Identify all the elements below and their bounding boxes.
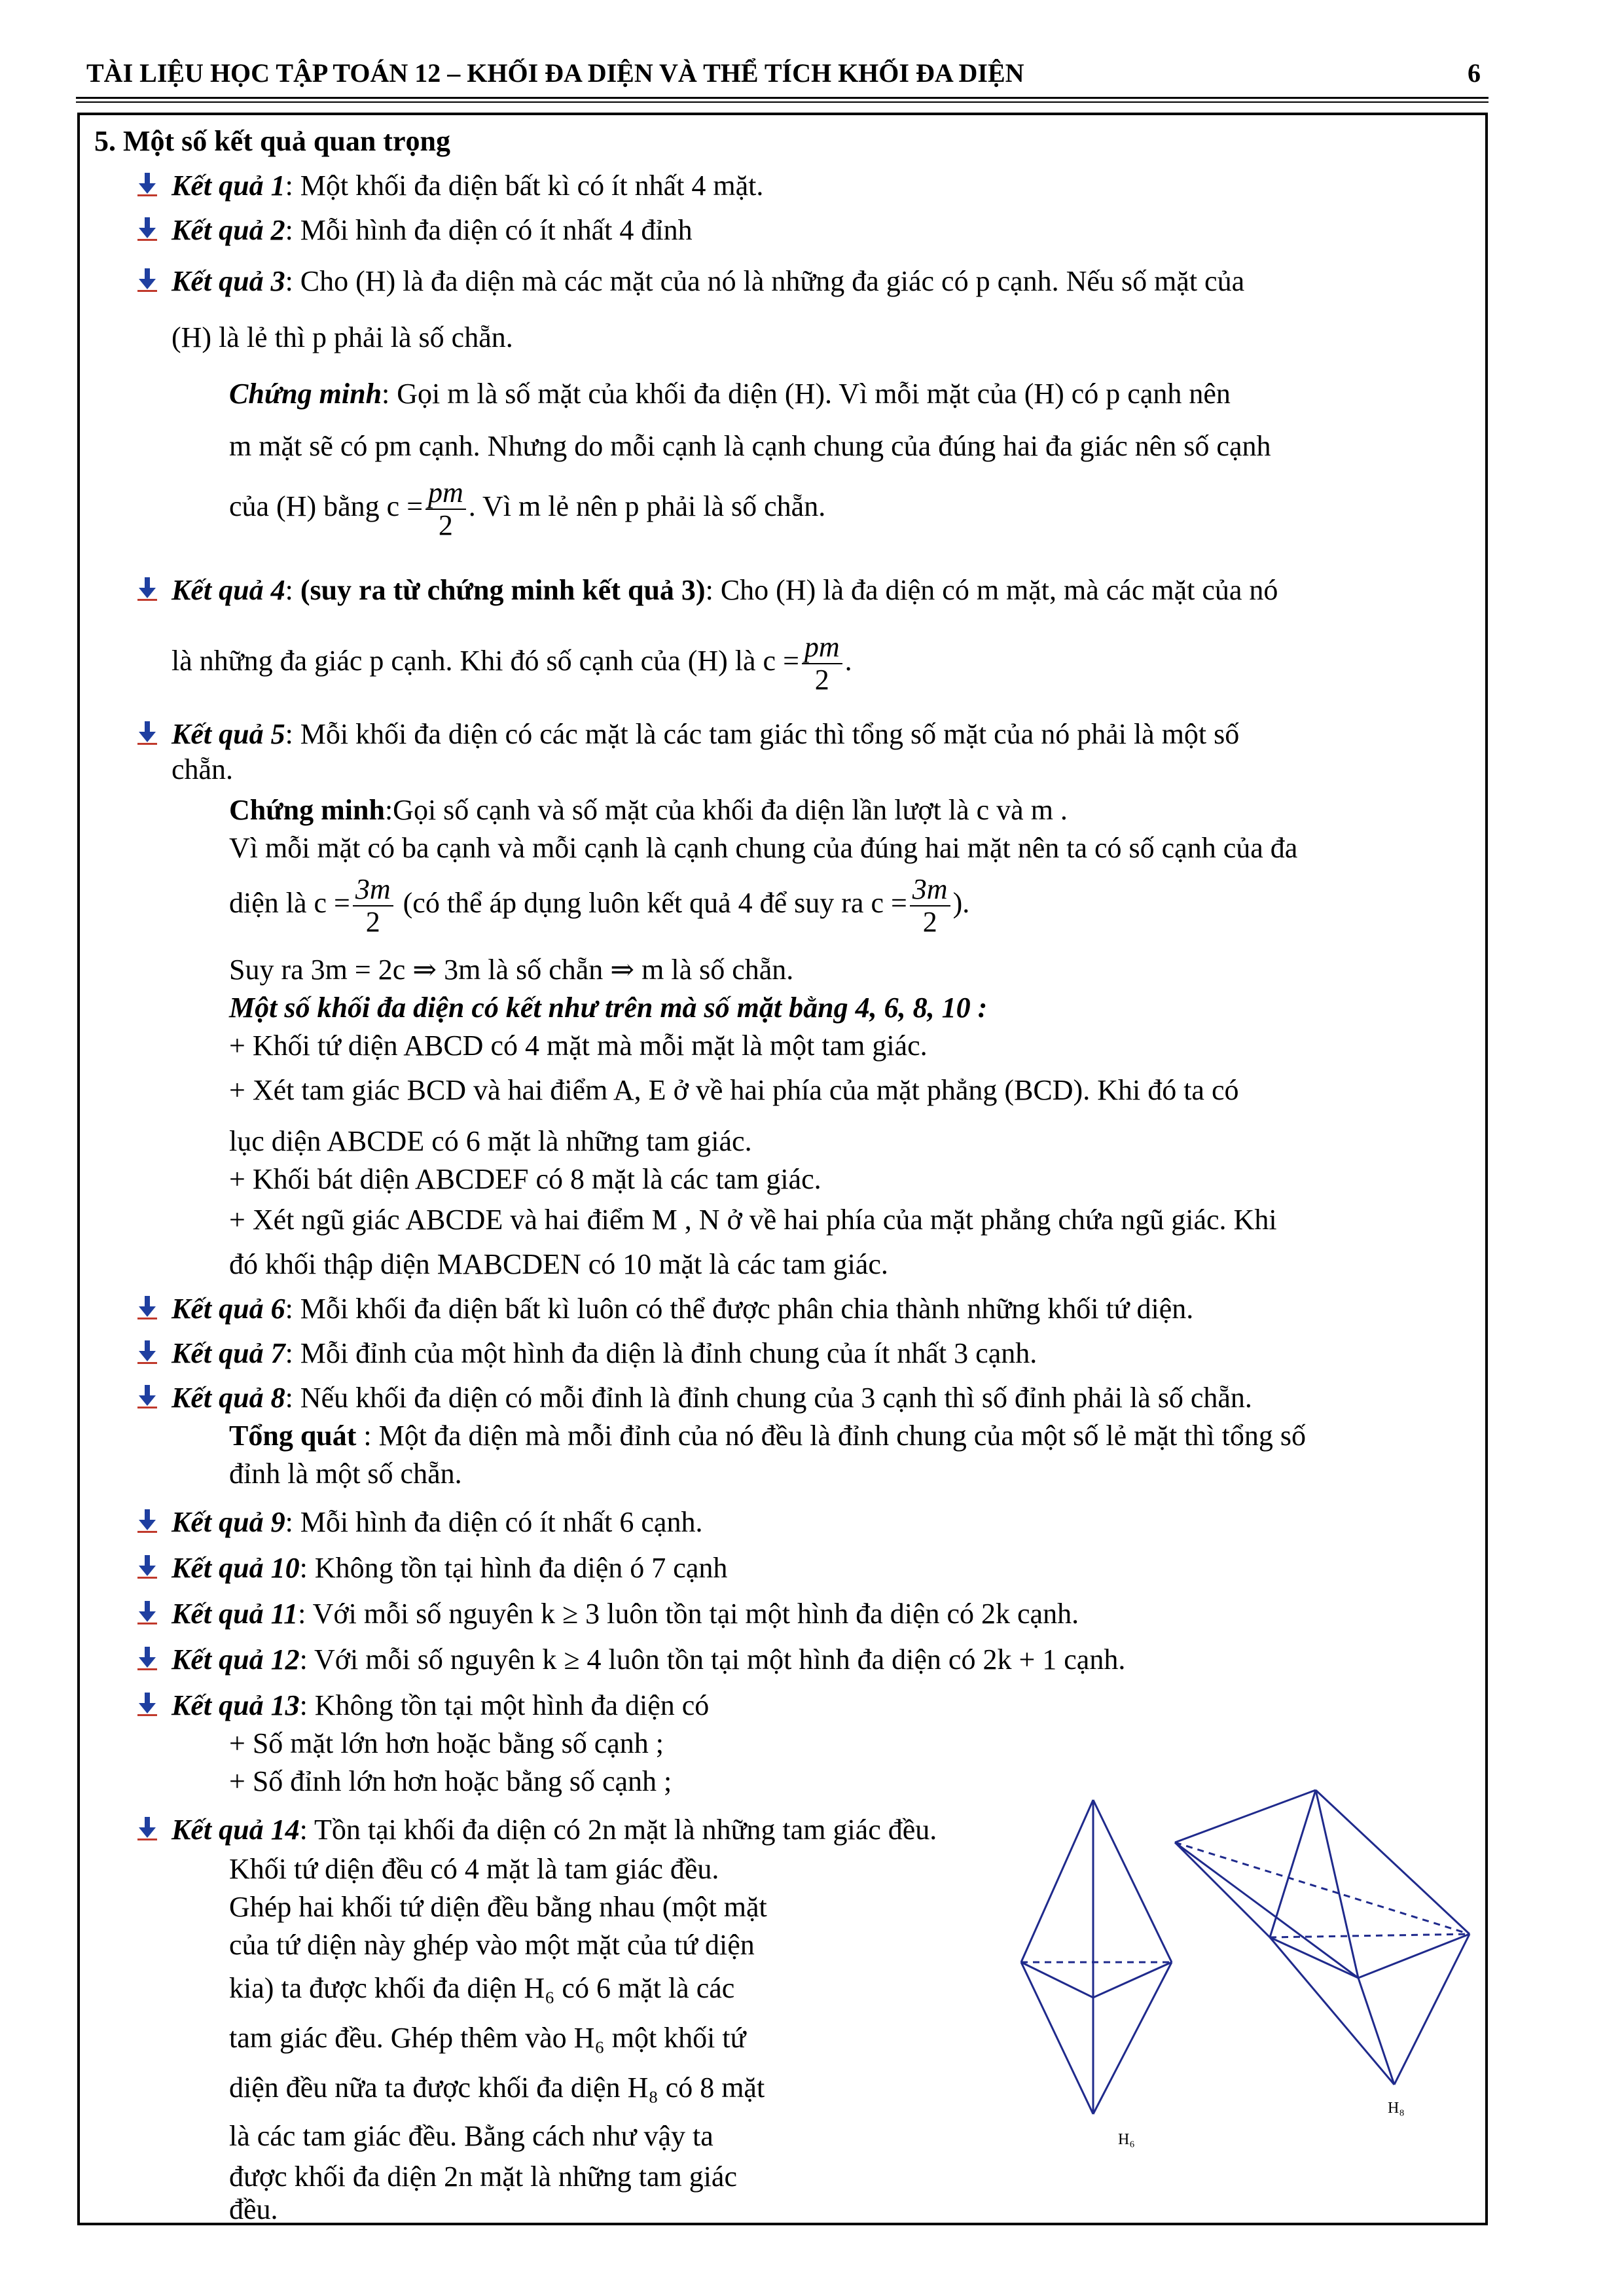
result-5-example-5: + Xét ngũ giác ABCDE và hai điểm M , N ở về hai phía của mặt phẳng chứa ngũ giác. Khi: [229, 1204, 1277, 1236]
result-3-proof-2: m mặt sẽ có pm cạnh. Nhưng do mỗi cạnh là cạnh chung của đúng hai đa giác nên số cạnh: [229, 430, 1271, 462]
header-title: TÀI LIỆU HỌC TẬP TOÁN 12 – KHỐI ĐA DIỆN VÀ THỂ TÍCH KHỐI ĐA DIỆN: [86, 58, 1024, 88]
arrow-down-bullet-icon: [136, 1645, 158, 1672]
result-5-example-6: đó khối thập diện MABCDEN có 10 mặt là các tam giác.: [229, 1248, 888, 1280]
result-14-line-9: đều.: [229, 2193, 278, 2225]
result-14-line-5: tam giác đều. Ghép thêm vào H₆ một khối tứ: [229, 2022, 746, 2054]
result-5-proof-2: Vì mỗi mặt có ba cạnh và mỗi cạnh là cạnh chung của đúng hai mặt nên ta có số cạnh của đa: [229, 832, 1298, 864]
arrow-down-bullet-icon: [136, 1600, 158, 1626]
result-3-line-2: (H) là lẻ thì p phải là số chẵn.: [171, 321, 513, 353]
result-14-line-8: được khối đa diện 2n mặt là những tam giác: [229, 2161, 737, 2193]
result-4-line-2: là những đa giác p cạnh. Khi đó số cạnh của (H) là c = $\frac{pm}{2}$ .: [171, 630, 852, 696]
arrow-down-bullet-icon: [136, 171, 158, 198]
fraction-pm-over-2: $\frac{pm}{2}$: [425, 477, 466, 541]
result-8-general-1: Tổng quát : Một đa diện mà mỗi đỉnh của nó đều là đỉnh chung của một số lẻ mặt thì tổng số: [229, 1420, 1306, 1452]
arrow-down-bullet-icon: [136, 1816, 158, 1842]
result-10: Kết quả 10: Không tồn tại hình đa diện ó 7 cạnh: [171, 1552, 728, 1584]
section-heading: 5. Một số kết quả quan trọng: [94, 125, 450, 157]
result-11: Kết quả 11: Với mỗi số nguyên k ≥ 3 luôn tồn tại một hình đa diện có 2k cạnh.: [171, 1598, 1079, 1630]
figure-h8: [1175, 1790, 1470, 2085]
result-5-example-4: + Khối bát diện ABCDEF có 8 mặt là các tam giác.: [229, 1163, 821, 1195]
result-14-line-4: kia) ta được khối đa diện H₆ có 6 mặt là các: [229, 1972, 735, 2004]
result-5-example-3: lục diện ABCDE có 6 mặt là những tam giác.: [229, 1125, 752, 1157]
page-number: 6: [1468, 58, 1481, 88]
header-rule: [76, 97, 1489, 99]
result-14-line-3: của tứ diện này ghép vào một mặt của tứ diện: [229, 1929, 755, 1961]
result-12: Kết quả 12: Với mỗi số nguyên k ≥ 4 luôn tồn tại một hình đa diện có 2k + 1 cạnh.: [171, 1643, 1126, 1676]
result-3-proof-1: Chứng minh: Gọi m là số mặt của khối đa diện (H). Vì mỗi mặt của (H) có p cạnh nên: [229, 378, 1231, 410]
result-1: Kết quả 1: Một khối đa diện bất kì có ít nhất 4 mặt.: [171, 170, 764, 202]
arrow-down-bullet-icon: [136, 1339, 158, 1365]
figure-label-h8: H₈: [1388, 2100, 1405, 2117]
result-2: Kết quả 2: Mỗi hình đa diện có ít nhất 4 đỉnh: [171, 214, 693, 246]
result-14-line-6: diện đều nữa ta được khối đa diện H₈ có 8 mặt: [229, 2072, 765, 2104]
result-5-example-2: + Xét tam giác BCD và hai điểm A, E ở về hai phía của mặt phẳng (BCD). Khi đó ta có: [229, 1074, 1239, 1106]
result-5-proof-4: Suy ra 3m = 2c ⇒ 3m là số chẵn ⇒ m là số chẵn.: [229, 954, 794, 986]
header-rule-thin: [76, 101, 1489, 103]
result-6: Kết quả 6: Mỗi khối đa diện bất kì luôn có thể được phân chia thành những khối tứ diện.: [171, 1293, 1194, 1325]
page-header: [86, 54, 1481, 93]
arrow-down-bullet-icon: [136, 1384, 158, 1410]
result-7: Kết quả 7: Mỗi đỉnh của một hình đa diện là đỉnh chung của ít nhất 3 cạnh.: [171, 1337, 1038, 1369]
result-8-general-2: đỉnh là một số chẵn.: [229, 1458, 462, 1490]
result-14-line-2: Ghép hai khối tứ diện đều bằng nhau (một mặt: [229, 1891, 767, 1923]
fraction-pm-over-2: $\frac{pm}{2}$: [802, 632, 842, 696]
result-13: Kết quả 13: Không tồn tại một hình đa diện có: [171, 1689, 710, 1721]
result-3-proof-3: của (H) bằng c = $\frac{pm}{2}$ . Vì m lẻ nên p phải là số chẵn.: [229, 476, 826, 541]
result-8: Kết quả 8: Nếu khối đa diện có mỗi đỉnh là đỉnh chung của 3 cạnh thì số đỉnh phải là số chẵn.: [171, 1382, 1252, 1414]
result-5-line-2: chẵn.: [171, 753, 234, 785]
result-5-example-1: + Khối tứ diện ABCD có 4 mặt mà mỗi mặt là một tam giác.: [229, 1030, 928, 1062]
result-13-sub-1: + Số mặt lớn hơn hoặc bằng số cạnh ;: [229, 1727, 664, 1759]
result-3-line-1: Kết quả 3: Cho (H) là đa diện mà các mặt của nó là những đa giác có p cạnh. Nếu số mặt của: [171, 265, 1245, 297]
result-5-subheading: Một số khối đa diện có kết như trên mà số mặt bằng 4, 6, 8, 10 :: [229, 992, 988, 1024]
figure-label-h6: H₆: [1118, 2131, 1135, 2148]
arrow-down-bullet-icon: [136, 1295, 158, 1321]
figure-h6: [1021, 1800, 1172, 2114]
arrow-down-bullet-icon: [136, 1691, 158, 1717]
arrow-down-bullet-icon: [136, 1554, 158, 1580]
result-13-sub-2: + Số đỉnh lớn hơn hoặc bằng số cạnh ;: [229, 1765, 672, 1797]
bipyramid-figures: [1008, 1787, 1479, 2153]
fraction-3m-over-2: $\frac{3m}{2}$: [910, 874, 950, 938]
result-14-line-7: là các tam giác đều. Bằng cách như vậy ta: [229, 2120, 713, 2152]
result-5-line-1: Kết quả 5: Mỗi khối đa diện có các mặt là các tam giác thì tổng số mặt của nó phải là một số: [171, 718, 1240, 750]
arrow-down-bullet-icon: [136, 267, 158, 293]
result-5-proof-3: diện là c = $\frac{3m}{2}$ (có thể áp dụng luôn kết quả 4 để suy ra c = $\frac{3m}{2}$ ).: [229, 872, 970, 938]
arrow-down-bullet-icon: [136, 1508, 158, 1534]
fraction-3m-over-2: $\frac{3m}{2}$: [353, 874, 393, 938]
result-9: Kết quả 9: Mỗi hình đa diện có ít nhất 6 cạnh.: [171, 1506, 703, 1538]
result-5-proof-1: Chứng minh:Gọi số cạnh và số mặt của khối đa diện lần lượt là c và m .: [229, 794, 1068, 826]
arrow-down-bullet-icon: [136, 216, 158, 242]
result-14: Kết quả 14: Tồn tại khối đa diện có 2n mặt là những tam giác đều.: [171, 1814, 937, 1846]
result-14-line-1: Khối tứ diện đều có 4 mặt là tam giác đều.: [229, 1853, 719, 1885]
result-4-line-1: Kết quả 4: (suy ra từ chứng minh kết quả 3): Cho (H) là đa diện có m mặt, mà các mặt của nó: [171, 574, 1278, 606]
arrow-down-bullet-icon: [136, 576, 158, 602]
arrow-down-bullet-icon: [136, 720, 158, 746]
